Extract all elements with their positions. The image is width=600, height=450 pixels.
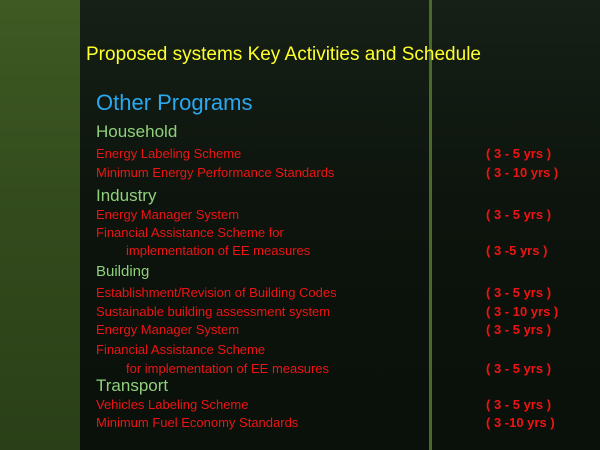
item-duration: ( 3 - 5 yrs ) bbox=[486, 207, 552, 222]
item-duration: ( 3 - 5 yrs ) bbox=[486, 146, 552, 161]
list-item-continuation bbox=[96, 243, 576, 261]
category-transport: Transport bbox=[96, 376, 169, 395]
item-duration: ( 3 - 10 yrs ) bbox=[486, 165, 559, 180]
list-item bbox=[96, 285, 576, 303]
section-title: Other Programs bbox=[96, 90, 253, 115]
list-item bbox=[96, 342, 576, 360]
item-duration: ( 3 - 10 yrs ) bbox=[486, 304, 559, 319]
item-label: Financial Assistance Scheme for bbox=[96, 225, 284, 240]
category-industry: Industry bbox=[96, 186, 157, 205]
item-label: Minimum Fuel Economy Standards bbox=[96, 415, 299, 430]
list-item bbox=[96, 146, 576, 164]
item-label: Energy Manager System bbox=[96, 207, 240, 222]
item-label: Financial Assistance Scheme bbox=[96, 342, 266, 357]
category-household: Household bbox=[96, 122, 178, 141]
list-item bbox=[96, 207, 576, 225]
item-duration: ( 3 -10 yrs ) bbox=[486, 415, 555, 430]
item-label-continuation: implementation of EE measures bbox=[126, 243, 311, 258]
slide-title: Proposed systems Key Activities and Schedule bbox=[86, 44, 481, 65]
item-label: Energy Manager System bbox=[96, 322, 240, 337]
item-duration: ( 3 -5 yrs ) bbox=[486, 243, 548, 258]
list-item bbox=[96, 225, 576, 243]
list-item bbox=[96, 165, 576, 183]
item-label-continuation: for implementation of EE measures bbox=[126, 361, 330, 376]
item-label: Vehicles Labeling Scheme bbox=[96, 397, 249, 412]
item-duration: ( 3 - 5 yrs ) bbox=[486, 285, 552, 300]
item-label: Sustainable building assessment system bbox=[96, 304, 331, 319]
left-decorative-band bbox=[0, 0, 80, 450]
item-duration: ( 3 - 5 yrs ) bbox=[486, 322, 552, 337]
list-item bbox=[96, 304, 576, 322]
item-label: Establishment/Revision of Building Codes bbox=[96, 285, 337, 300]
item-duration: ( 3 - 5 yrs ) bbox=[486, 397, 552, 412]
list-item bbox=[96, 397, 576, 415]
item-duration: ( 3 - 5 yrs ) bbox=[486, 361, 552, 376]
item-label: Energy Labeling Scheme bbox=[96, 146, 242, 161]
list-item bbox=[96, 322, 576, 340]
item-label: Minimum Energy Performance Standards bbox=[96, 165, 335, 180]
list-item bbox=[96, 415, 576, 433]
category-building: Building bbox=[96, 263, 150, 280]
